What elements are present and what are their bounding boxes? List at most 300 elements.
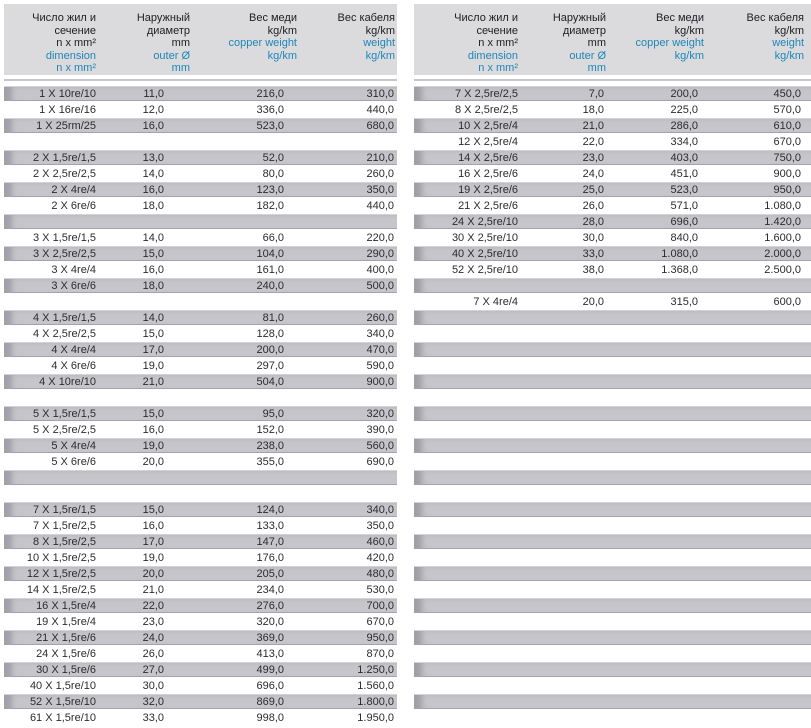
table-row-empty [414,342,811,357]
copper-weight-cell: 124,0 [256,503,284,516]
dimension-cell: 24 X 1,5re/6 [36,647,96,660]
dimension-cell: 40 X 2,5re/10 [451,247,518,260]
table-row-empty [414,470,811,485]
table-row [4,358,397,373]
copper-weight-cell: 369,0 [256,631,284,644]
copper-weight-cell: 104,0 [256,247,284,260]
table-row-empty [414,278,811,293]
header-line-en: outer Ø [153,49,190,62]
column-header-cable-weight [297,12,397,75]
cable-weight-cell: 350,0 [366,519,394,532]
column-header-cable-weight [704,12,811,75]
copper-weight-cell: 147,0 [256,535,284,548]
table-row [4,102,397,117]
cable-weight-cell: 450,0 [773,87,801,100]
header-divider [4,79,397,81]
table-row [4,310,397,325]
table-row-empty [414,486,811,501]
dimension-cell: 14 X 1,5re/2,5 [26,583,96,596]
outer-diameter-cell: 24,0 [142,631,164,644]
copper-weight-cell: 1.368,0 [661,263,698,276]
table-row [4,246,397,261]
cable-weight-cell: 390,0 [366,423,394,436]
copper-weight-cell: 240,0 [256,279,284,292]
outer-diameter-cell: 14,0 [142,167,164,180]
header-line: диаметр [562,24,606,37]
outer-diameter-cell: 18,0 [582,103,604,116]
table-row [414,214,811,229]
header-line: kg/km [365,24,395,37]
cable-weight-cell: 2.500,0 [764,263,801,276]
dimension-cell: 2 X 2,5re/2,5 [33,167,96,180]
outer-diameter-cell: 15,0 [142,247,164,260]
cable-weight-cell: 440,0 [366,103,394,116]
outer-diameter-cell: 26,0 [142,647,164,660]
dimension-cell: 30 X 1,5re/6 [36,663,96,676]
outer-diameter-cell: 11,0 [143,87,164,100]
table-row-empty [414,374,811,389]
dimension-cell: 10 X 1,5re/2,5 [26,551,96,564]
copper-weight-cell: 152,0 [256,423,284,436]
dimension-cell: 4 X 10re/10 [39,375,96,388]
outer-diameter-cell: 25,0 [582,183,604,196]
table-header [4,4,397,75]
table-row [4,166,397,181]
table-row-empty [4,470,397,485]
table-row [414,86,811,101]
dimension-cell: 5 X 2,5re/2,5 [33,423,96,436]
copper-weight-cell: 133,0 [256,519,284,532]
table-body [414,86,811,725]
copper-weight-cell: 200,0 [256,343,284,356]
table-row-empty [414,358,811,373]
table-row [4,582,397,597]
table-row-empty [414,566,811,581]
cable-weight-cell: 1.560,0 [357,679,394,692]
cable-weight-cell: 260,0 [366,311,394,324]
copper-weight-cell: 52,0 [262,151,284,164]
table-row [4,86,397,101]
header-line-en: kg/km [774,49,804,62]
cable-weight-cell: 1.250,0 [357,663,394,676]
dimension-cell: 4 X 2,5re/2,5 [33,327,96,340]
dimension-cell: 5 X 4re/4 [51,439,96,452]
table-row-empty [414,454,811,469]
copper-weight-cell: 81,0 [262,311,284,324]
header-line: Вес кабеля [746,12,804,24]
outer-diameter-cell: 14,0 [142,311,164,324]
header-line-en: copper weight [228,37,297,49]
cable-weight-cell: 600,0 [773,295,801,308]
table-row [414,134,811,149]
outer-diameter-cell: 32,0 [142,695,164,708]
table-row [4,278,397,293]
table-row [414,294,811,309]
cable-weight-cell: 310,0 [366,87,394,100]
header-divider [414,79,811,81]
table-row-empty [414,630,811,645]
cable-weight-cell: 750,0 [773,151,801,164]
table-row [414,246,811,261]
header-line-en: outer Ø [569,49,606,62]
table-row-empty [414,534,811,549]
table-row [4,678,397,693]
dimension-cell: 3 X 4re/4 [51,263,96,276]
table-row-empty [414,646,811,661]
copper-weight-cell: 315,0 [670,295,698,308]
cable-weight-cell: 1.800,0 [357,695,394,708]
column-header-dimension [414,12,518,75]
cable-weight-cell: 900,0 [366,375,394,388]
table-row [4,646,397,661]
dimension-cell: 12 X 2,5re/4 [458,135,518,148]
table-row [4,534,397,549]
column-header-dimension [4,12,96,75]
dimension-cell: 52 X 1,5re/10 [29,695,96,708]
table-row [4,150,397,165]
outer-diameter-cell: 26,0 [582,199,604,212]
table-row [4,710,397,725]
cable-weight-cell: 950,0 [366,631,394,644]
header-line-en: weight [363,37,395,49]
outer-diameter-cell: 23,0 [142,615,164,628]
copper-weight-cell: 334,0 [670,135,698,148]
cable-weight-cell: 470,0 [366,343,394,356]
outer-diameter-cell: 18,0 [142,199,164,212]
copper-weight-cell: 336,0 [256,103,284,116]
dimension-cell: 7 X 2,5re/2,5 [455,87,518,100]
header-line-en: kg/km [365,49,395,62]
table-row-empty [414,310,811,325]
dimension-cell: 7 X 4re/4 [473,295,518,308]
header-line-en: dimension [45,49,96,62]
column-header-copper-weight [190,12,297,75]
copper-weight-cell: 238,0 [256,439,284,452]
copper-weight-cell: 225,0 [670,103,698,116]
dimension-cell: 19 X 2,5re/6 [458,183,518,196]
header-line-en: kg/km [674,49,704,62]
cable-weight-cell: 440,0 [366,199,394,212]
dimension-cell: 24 X 2,5re/10 [451,215,518,228]
cable-weight-cell: 670,0 [773,135,801,148]
dimension-cell: 5 X 1,5re/1,5 [33,407,96,420]
table-body [4,86,397,725]
outer-diameter-cell: 24,0 [582,167,604,180]
header-line: сечение [476,24,518,37]
copper-weight-cell: 216,0 [256,87,284,100]
dimension-cell: 40 X 1,5re/10 [29,679,96,692]
table-row [414,118,811,133]
cable-weight-cell: 400,0 [366,263,394,276]
table-row-empty [414,678,811,693]
table-row [414,150,811,165]
dimension-cell: 14 X 2,5re/6 [458,151,518,164]
outer-diameter-cell: 19,0 [142,551,164,564]
dimension-cell: 19 X 1,5re/4 [36,615,96,628]
header-line-en: weight [772,37,804,49]
copper-weight-cell: 403,0 [670,151,698,164]
dimension-cell: 4 X 6re/6 [51,359,96,372]
dimension-cell: 2 X 6re/6 [51,199,96,212]
dimension-cell: 8 X 2,5re/2,5 [455,103,518,116]
outer-diameter-cell: 13,0 [142,151,164,164]
copper-weight-cell: 123,0 [256,183,284,196]
header-line: n x mm² [56,37,96,49]
column-header-outer-diameter [518,12,606,75]
cable-spec-table-left [4,4,397,726]
header-line: Число жил и [32,12,96,24]
table-row-empty [414,662,811,677]
outer-diameter-cell: 22,0 [582,135,604,148]
table-row [414,166,811,181]
outer-diameter-cell: 20,0 [582,295,604,308]
copper-weight-cell: 355,0 [256,455,284,468]
header-line: сечение [54,24,96,37]
table-row-empty [414,518,811,533]
cable-weight-cell: 1.420,0 [764,215,801,228]
table-row-empty [4,390,397,405]
outer-diameter-cell: 20,0 [142,567,164,580]
table-row-empty [4,486,397,501]
header-line: kg/km [267,24,297,37]
dimension-cell: 5 X 6re/6 [51,455,96,468]
table-row-empty [4,214,397,229]
outer-diameter-cell: 30,0 [582,231,604,244]
table-row [4,502,397,517]
table-row [4,182,397,197]
header-line: kg/km [774,24,804,37]
copper-weight-cell: 200,0 [670,87,698,100]
dimension-cell: 3 X 6re/6 [51,279,96,292]
outer-diameter-cell: 30,0 [142,679,164,692]
header-line-en: mm [587,62,606,74]
cable-weight-cell: 950,0 [773,183,801,196]
table-row [414,230,811,245]
outer-diameter-cell: 28,0 [582,215,604,228]
column-header-outer-diameter [96,12,190,75]
cable-weight-cell: 500,0 [366,279,394,292]
table-row-empty [414,582,811,597]
outer-diameter-cell: 17,0 [142,343,164,356]
table-row-empty [414,326,811,341]
cable-weight-cell: 870,0 [366,647,394,660]
table-row [4,422,397,437]
table-row [4,598,397,613]
cable-weight-cell: 530,0 [366,583,394,596]
copper-weight-cell: 182,0 [256,199,284,212]
table-row-empty [414,598,811,613]
table-row-empty [414,406,811,421]
cable-weight-cell: 700,0 [366,599,394,612]
outer-diameter-cell: 19,0 [142,439,164,452]
outer-diameter-cell: 15,0 [142,327,164,340]
copper-weight-cell: 523,0 [670,183,698,196]
copper-weight-cell: 161,0 [256,263,284,276]
table-row [4,694,397,709]
dimension-cell: 4 X 4re/4 [51,343,96,356]
header-line-en: dimension [467,49,518,62]
header-line-en: mm [171,62,190,74]
copper-weight-cell: 1.080,0 [661,247,698,260]
header-line: Вес меди [655,12,704,24]
header-line: Число жил и [454,12,518,24]
copper-weight-cell: 320,0 [256,615,284,628]
table-row [414,262,811,277]
cable-weight-cell: 340,0 [366,503,394,516]
copper-weight-cell: 205,0 [256,567,284,580]
outer-diameter-cell: 22,0 [142,599,164,612]
cable-weight-cell: 340,0 [366,327,394,340]
table-row [4,198,397,213]
table-row [4,550,397,565]
table-row [4,630,397,645]
copper-weight-cell: 234,0 [256,583,284,596]
dimension-cell: 1 X 10re/10 [39,87,96,100]
dimension-cell: 1 X 16re/16 [39,103,96,116]
table-row [4,566,397,581]
copper-weight-cell: 869,0 [256,695,284,708]
copper-weight-cell: 80,0 [262,167,284,180]
cable-weight-cell: 290,0 [366,247,394,260]
cable-weight-cell: 690,0 [366,455,394,468]
table-row-empty [414,438,811,453]
header-line-en: copper weight [635,37,704,49]
outer-diameter-cell: 21,0 [142,583,164,596]
cable-weight-cell: 1.950,0 [357,711,394,724]
table-row-empty [414,614,811,629]
cable-weight-cell: 1.600,0 [764,231,801,244]
copper-weight-cell: 840,0 [670,231,698,244]
table-row [4,518,397,533]
header-line-en: kg/km [267,49,297,62]
table-row [414,182,811,197]
outer-diameter-cell: 21,0 [142,375,164,388]
outer-diameter-cell: 33,0 [582,247,604,260]
cable-weight-cell: 260,0 [366,167,394,180]
cable-weight-cell: 420,0 [366,551,394,564]
dimension-cell: 61 X 1,5re/10 [29,711,96,724]
outer-diameter-cell: 15,0 [142,503,164,516]
header-line: kg/km [674,24,704,37]
copper-weight-cell: 176,0 [256,551,284,564]
dimension-cell: 16 X 2,5re/6 [458,167,518,180]
dimension-cell: 4 X 1,5re/1,5 [33,311,96,324]
header-line: Вес меди [248,12,297,24]
copper-weight-cell: 451,0 [670,167,698,180]
header-line: Наружный [552,12,606,24]
header-line-en: n x mm² [478,62,518,74]
table-row [414,102,811,117]
outer-diameter-cell: 16,0 [142,263,164,276]
dimension-cell: 2 X 4re/4 [51,183,96,196]
table-row [4,406,397,421]
copper-weight-cell: 66,0 [262,231,284,244]
dimension-cell: 30 X 2,5re/10 [451,231,518,244]
dimension-cell: 1 X 25rm/25 [36,119,96,132]
dimension-cell: 10 X 2,5re/4 [458,119,518,132]
dimension-cell: 21 X 1,5re/6 [36,631,96,644]
copper-weight-cell: 998,0 [256,711,284,724]
outer-diameter-cell: 16,0 [142,519,164,532]
copper-weight-cell: 499,0 [256,663,284,676]
dimension-cell: 7 X 1,5re/2,5 [33,519,96,532]
table-row [4,118,397,133]
cable-weight-cell: 900,0 [773,167,801,180]
cable-weight-cell: 1.080,0 [764,199,801,212]
header-line: диаметр [146,24,190,37]
copper-weight-cell: 276,0 [256,599,284,612]
dimension-cell: 3 X 2,5re/2,5 [33,247,96,260]
copper-weight-cell: 696,0 [670,215,698,228]
copper-weight-cell: 504,0 [256,375,284,388]
cable-weight-cell: 480,0 [366,567,394,580]
table-row-empty [4,134,397,149]
table-row [414,198,811,213]
dimension-cell: 8 X 1,5re/2,5 [33,535,96,548]
outer-diameter-cell: 12,0 [142,103,164,116]
table-header [414,4,811,75]
outer-diameter-cell: 16,0 [142,423,164,436]
table-row [4,374,397,389]
table-row [4,614,397,629]
cable-weight-cell: 210,0 [366,151,394,164]
header-line: n x mm² [478,37,518,49]
copper-weight-cell: 128,0 [256,327,284,340]
dimension-cell: 52 X 2,5re/10 [451,263,518,276]
outer-diameter-cell: 15,0 [142,407,164,420]
column-header-copper-weight [606,12,704,75]
table-row [4,342,397,357]
copper-weight-cell: 297,0 [256,359,284,372]
table-row-empty [414,390,811,405]
cable-spec-table-right [414,4,811,726]
table-row-empty [414,502,811,517]
outer-diameter-cell: 23,0 [582,151,604,164]
outer-diameter-cell: 16,0 [142,119,164,132]
header-line: Вес кабеля [337,12,395,24]
cable-weight-cell: 610,0 [773,119,801,132]
header-line: Наружный [136,12,190,24]
dimension-cell: 2 X 1,5re/1,5 [33,151,96,164]
table-row [4,438,397,453]
copper-weight-cell: 571,0 [670,199,698,212]
table-row-empty [414,694,811,709]
outer-diameter-cell: 16,0 [142,183,164,196]
cable-weight-cell: 680,0 [366,119,394,132]
table-row-empty [4,294,397,309]
cable-weight-cell: 220,0 [366,231,394,244]
table-row [4,262,397,277]
outer-diameter-cell: 7,0 [588,87,604,100]
table-row [4,454,397,469]
table-row-empty [414,710,811,725]
copper-weight-cell: 286,0 [670,119,698,132]
header-line: mm [171,37,190,49]
cable-weight-cell: 570,0 [773,103,801,116]
outer-diameter-cell: 33,0 [142,711,164,724]
cable-weight-cell: 350,0 [366,183,394,196]
cable-weight-cell: 320,0 [366,407,394,420]
outer-diameter-cell: 21,0 [582,119,604,132]
outer-diameter-cell: 17,0 [142,535,164,548]
header-line: mm [587,37,606,49]
header-line-en: n x mm² [56,62,96,74]
cable-weight-cell: 670,0 [366,615,394,628]
cable-weight-cell: 560,0 [366,439,394,452]
cable-weight-cell: 590,0 [366,359,394,372]
copper-weight-cell: 696,0 [256,679,284,692]
dimension-cell: 12 X 1,5re/2,5 [26,567,96,580]
